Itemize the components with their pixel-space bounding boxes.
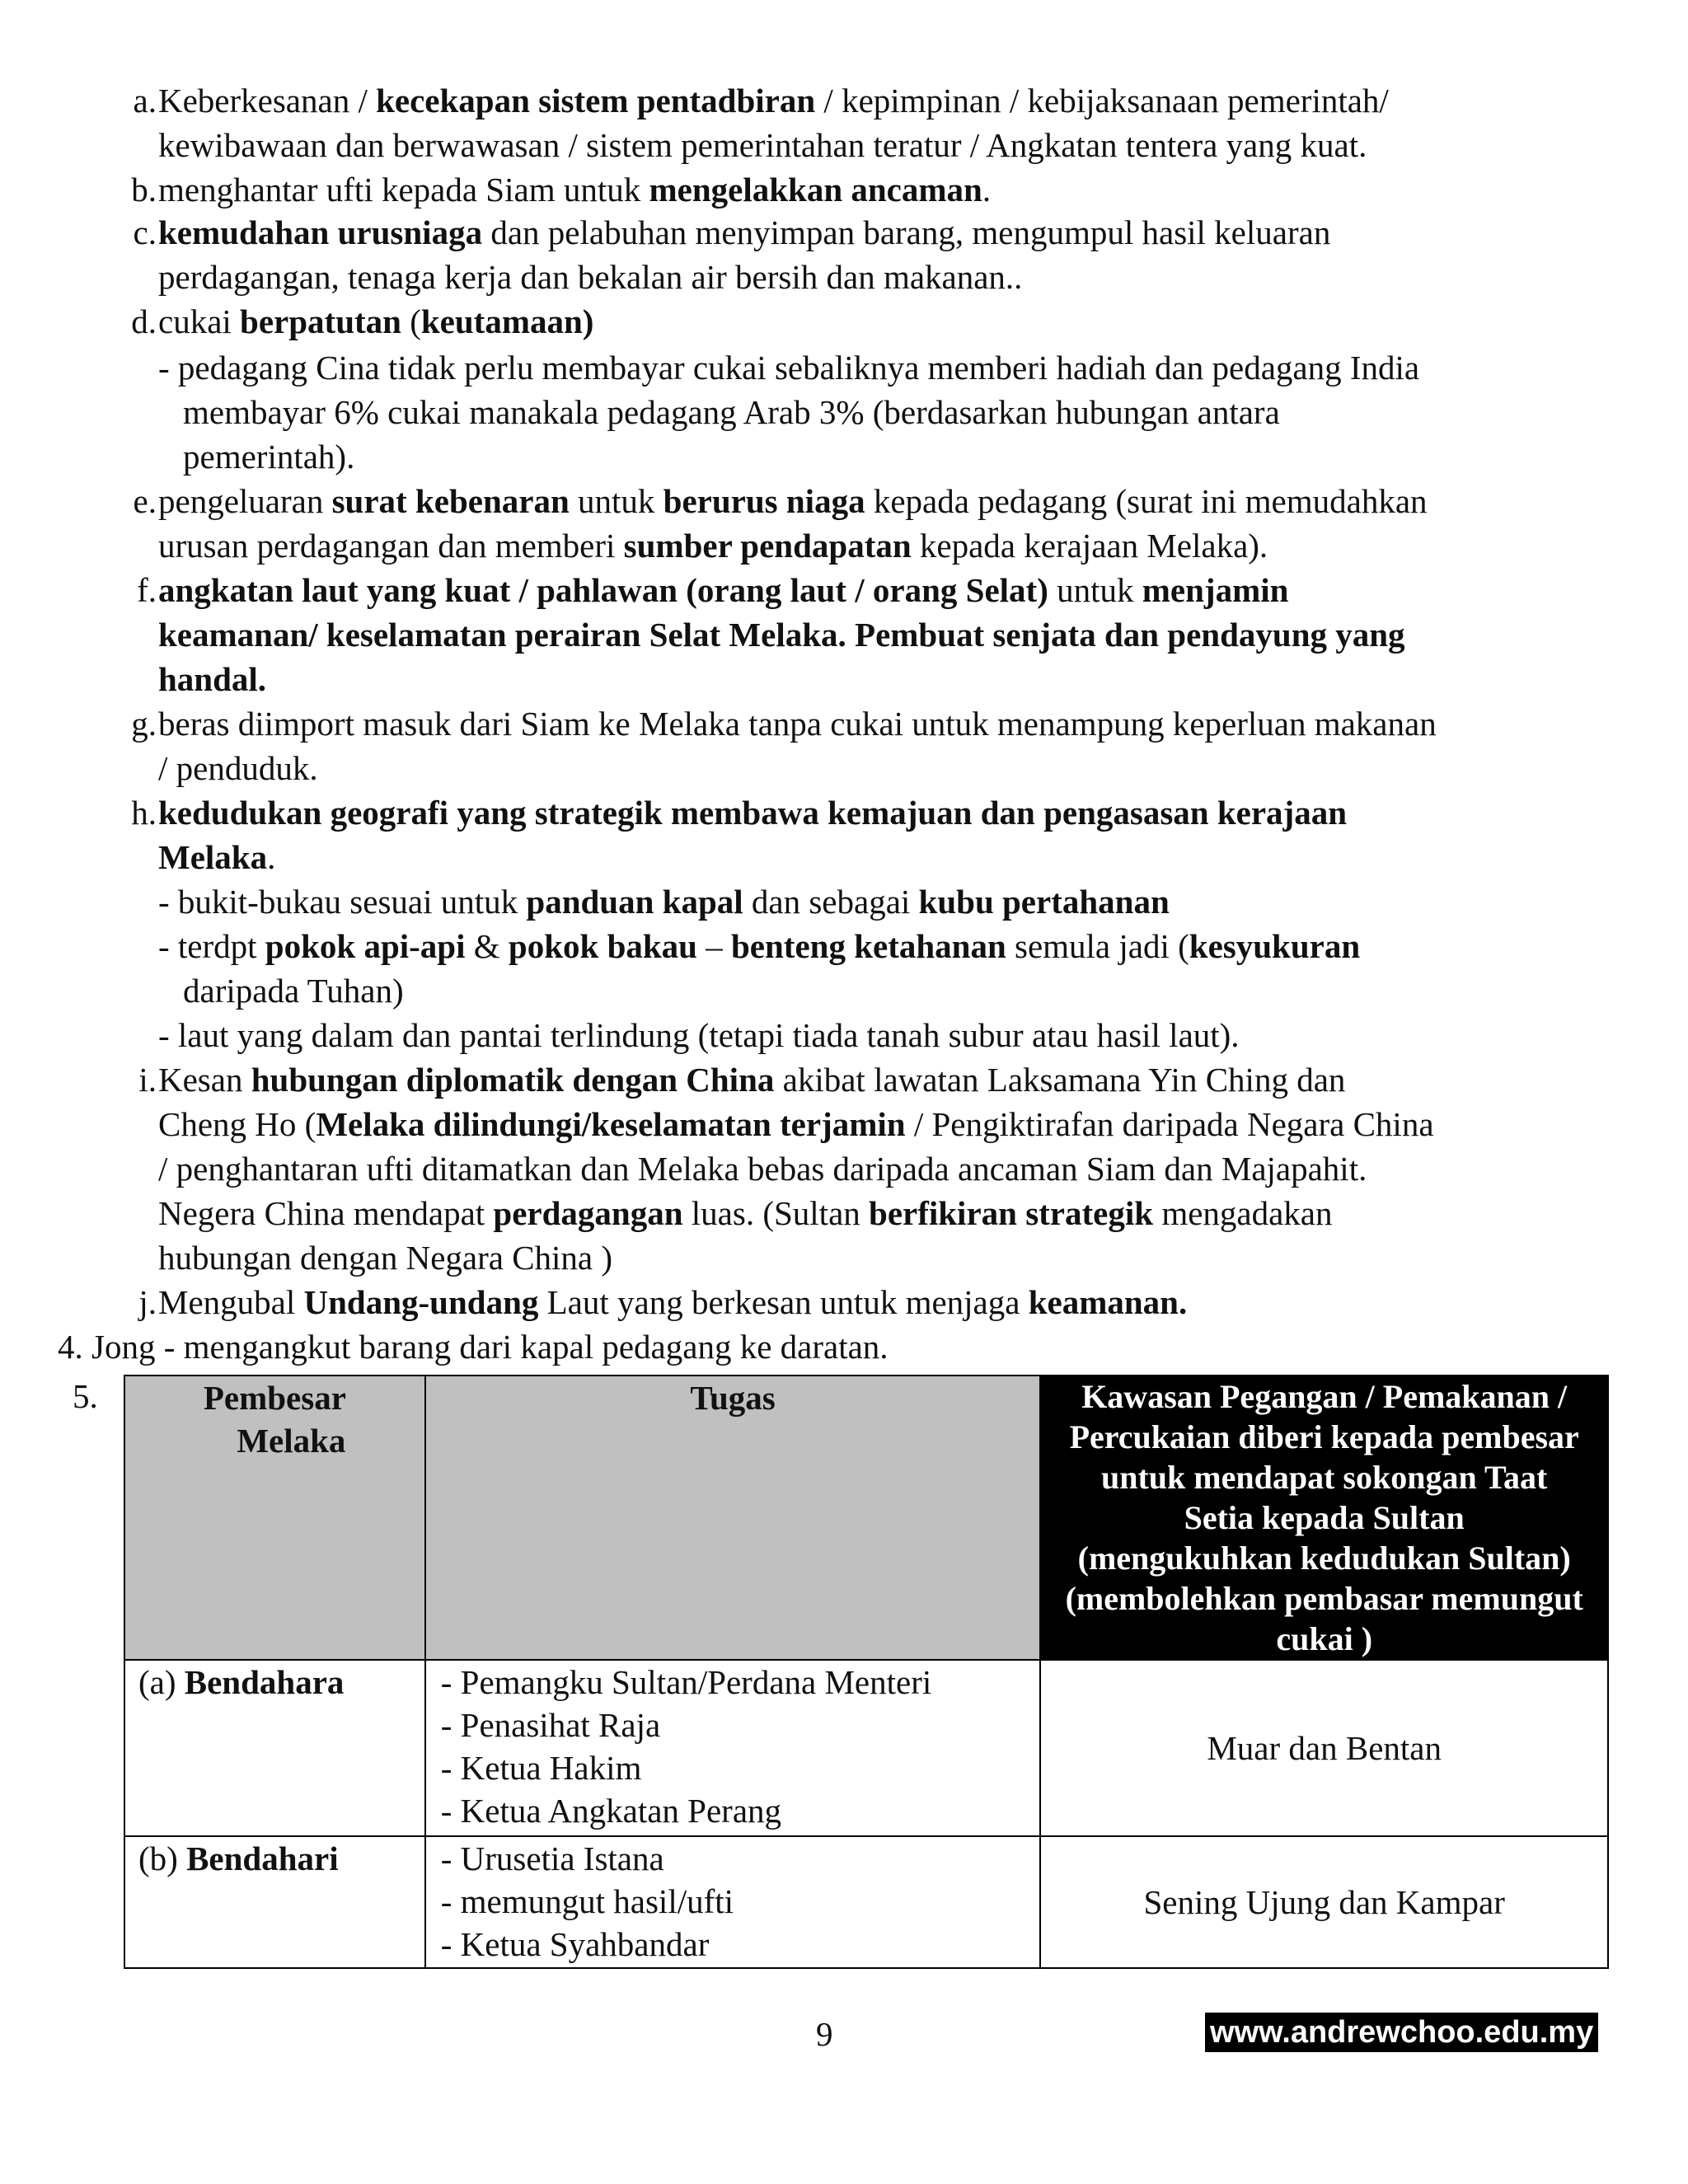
header-pembesar-melaka: Pembesar Melaka <box>124 1376 425 1660</box>
item-i-line-4: Negera China mendapat perdagangan luas. (Sultan berfikiran strategik mengadakan <box>158 1194 1333 1232</box>
item-h-sub-2: - terdpt pokok api-api & pokok bakau – benteng ketahanan semula jadi (kesyukuran <box>158 927 1361 965</box>
item-d-line-1: cukai berpatutan (keutamaan) <box>158 302 594 340</box>
item-e-line-1: pengeluaran surat kebenaran untuk berurus niaga kepada pedagang (surat ini memudahkan <box>158 482 1428 520</box>
table-header-row <box>124 1376 1608 1660</box>
item-f-line-2: keamanan/ keselamatan perairan Selat Melaka. Pembuat senjata dan pendayung yang <box>158 616 1405 654</box>
item-letter-j: j. <box>138 1283 157 1321</box>
item-g-line-1: beras diimport masuk dari Siam ke Melaka tanpa cukai untuk menampung keperluan makanan <box>158 705 1437 743</box>
item-4: 4. Jong - mengangkut barang dari kapal pedagang ke daratan. <box>58 1328 889 1366</box>
row-b-kawasan: Sening Ujung dan Kampar <box>1040 1836 1608 1968</box>
row-a-kawasan: Muar dan Bentan <box>1040 1660 1608 1836</box>
item-letter-e: e. <box>133 482 157 520</box>
table-row <box>124 1660 1608 1836</box>
item-letter-b: b. <box>131 171 157 209</box>
item-d-sub-1: - pedagang Cina tidak perlu membayar cukai sebaliknya memberi hadiah dan pedagang India <box>158 349 1420 387</box>
item-a-line-2: kewibawaan dan berwawasan / sistem pemerintahan teratur / Angkatan tentera yang kuat. <box>158 126 1367 164</box>
item-c-line-2: perdagangan, tenaga kerja dan bekalan air bersih dan makanan.. <box>158 258 1023 296</box>
pembesar-table <box>124 1375 1609 1969</box>
item-i-line-2: Cheng Ho (Melaka dilindungi/keselamatan terjamin / Pengiktirafan daripada Negara China <box>158 1105 1434 1143</box>
item-d-sub-2: membayar 6% cukai manakala pedagang Arab 3% (berdasarkan hubungan antara <box>183 393 1280 431</box>
item-h-sub-4: - laut yang dalam dan pantai terlindung (tetapi tiada tanah subur atau hasil laut). <box>158 1016 1240 1054</box>
row-a-tugas: - Pemangku Sultan/Perdana Menteri - Penasihat Raja - Ketua Hakim - Ketua Angkatan Perang <box>425 1660 1041 1836</box>
item-h-sub-3: daripada Tuhan) <box>183 972 404 1010</box>
item-h-line-2: Melaka. <box>158 838 276 876</box>
item-5-number: 5. <box>73 1377 98 1415</box>
item-f-line-3: handal. <box>158 660 267 698</box>
item-e-line-2: urusan perdagangan dan memberi sumber pendapatan kepada kerajaan Melaka). <box>158 527 1268 565</box>
item-letter-i: i. <box>138 1061 157 1099</box>
item-f-line-1: angkatan laut yang kuat / pahlawan (orang laut / orang Selat) untuk menjamin <box>158 571 1289 609</box>
page-number: 9 <box>816 2015 833 2053</box>
item-i-line-3: / penghantaran ufti ditamatkan dan Melaka bebas daripada ancaman Siam dan Majapahit. <box>158 1150 1367 1188</box>
row-a-pembesar: (a) Bendahara <box>124 1660 425 1836</box>
header-kawasan-pegangan: Kawasan Pegangan / Pemakanan / Percukaian diberi kepada pembesar untuk mendapat sokongan Taat Setia kepada Sultan (mengukuhkan kedudukan Sultan) (membolehkan pembasar memungut cukai ) <box>1040 1376 1608 1660</box>
item-j-line-1: Mengubal Undang-undang Laut yang berkesan untuk menjaga keamanan. <box>158 1283 1188 1321</box>
item-letter-g: g. <box>131 705 157 743</box>
item-letter-a: a. <box>133 82 157 120</box>
item-c-line-1: kemudahan urusniaga dan pelabuhan menyimpan barang, mengumpul hasil keluaran <box>158 213 1331 251</box>
table-row <box>124 1836 1608 1968</box>
item-d-sub-3: pemerintah). <box>183 438 355 476</box>
item-letter-d: d. <box>131 302 157 340</box>
item-letter-h: h. <box>131 794 157 832</box>
item-i-line-5: hubungan dengan Negara China ) <box>158 1239 613 1277</box>
item-letter-f: f. <box>137 571 157 609</box>
item-letter-c: c. <box>133 213 157 251</box>
item-a-line-1: Keberkesanan / kecekapan sistem pentadbiran / kepimpinan / kebijaksanaan pemerintah/ <box>158 82 1389 120</box>
item-b-line-1: menghantar ufti kepada Siam untuk mengelakkan ancaman. <box>158 171 992 209</box>
website-link[interactable]: www.andrewchoo.edu.my <box>1205 2013 1598 2052</box>
item-h-sub-1: - bukit-bukau sesuai untuk panduan kapal dan sebagai kubu pertahanan <box>158 883 1170 921</box>
item-g-line-2: / penduduk. <box>158 749 318 787</box>
item-h-line-1: kedudukan geografi yang strategik membawa kemajuan dan pengasasan kerajaan <box>158 794 1348 832</box>
item-i-line-1: Kesan hubungan diplomatik dengan China akibat lawatan Laksamana Yin Ching dan <box>158 1061 1346 1099</box>
header-tugas: Tugas <box>425 1376 1041 1660</box>
row-b-tugas: - Urusetia Istana - memungut hasil/ufti - Ketua Syahbandar <box>425 1836 1041 1968</box>
row-b-pembesar: (b) Bendahari <box>124 1836 425 1968</box>
